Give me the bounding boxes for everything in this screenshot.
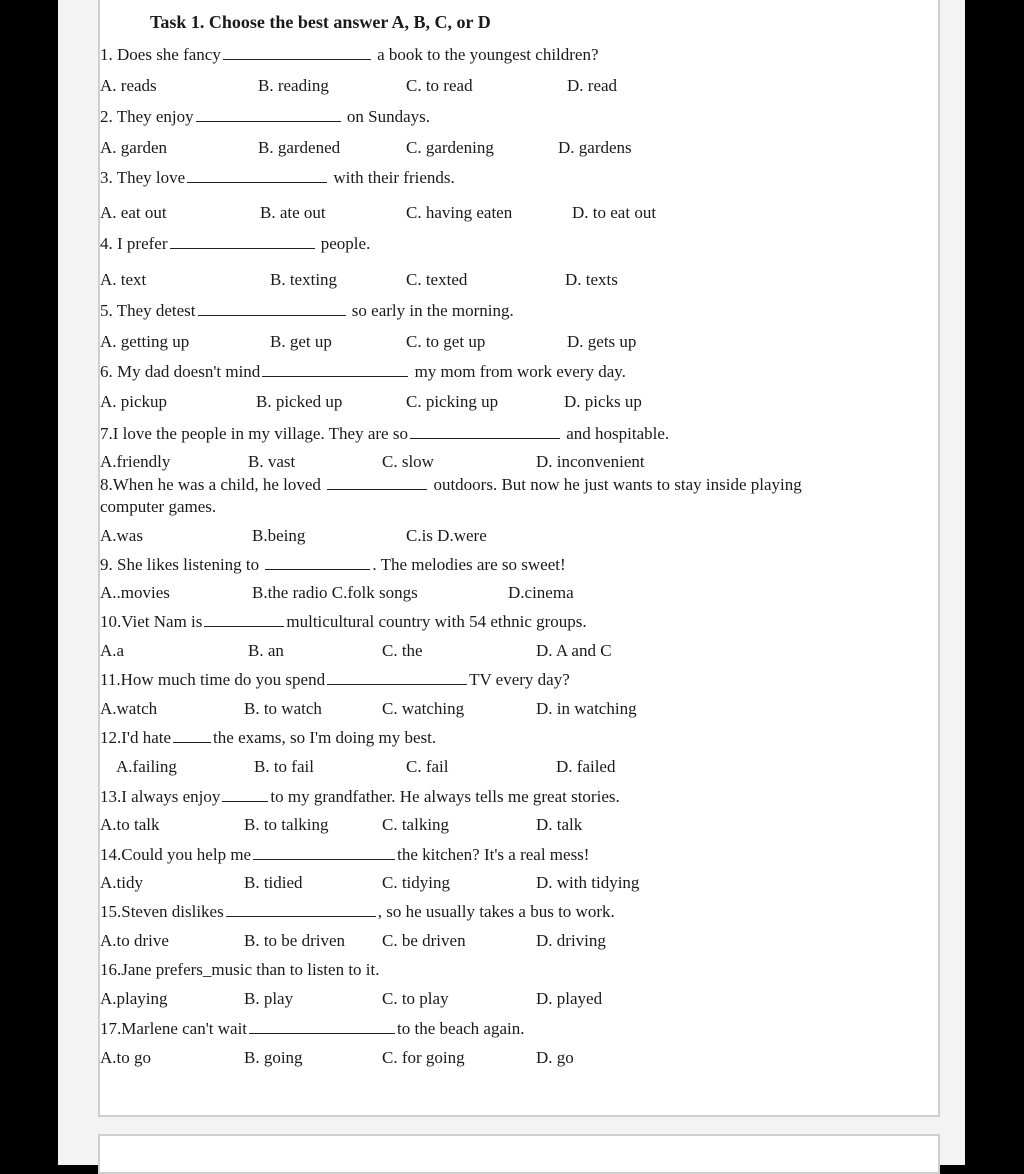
option-a: A. eat out xyxy=(100,203,167,222)
question-stem-end: and hospitable. xyxy=(566,424,670,443)
option-b: B. ate out xyxy=(260,203,326,222)
option-c: C. for going xyxy=(382,1048,465,1067)
option-d: D. to eat out xyxy=(572,203,657,222)
question-stem: 7.I love the people in my village. They are so xyxy=(100,424,408,443)
question-7 xyxy=(100,424,669,444)
option-c: C. tidying xyxy=(382,873,451,892)
question-stem-end: the kitchen? It's a real mess! xyxy=(397,845,590,864)
question-stem-end: with their friends. xyxy=(333,168,455,187)
option-d: D. A and C xyxy=(536,641,612,660)
option-c: C. gardening xyxy=(406,138,494,157)
option-c: C. the xyxy=(382,641,423,660)
option-c: C. picking up xyxy=(406,392,499,411)
option-b: B. to watch xyxy=(244,699,322,718)
option-d: D. gardens xyxy=(558,138,632,157)
option-a: A.tidy xyxy=(100,873,143,892)
question-12 xyxy=(100,728,436,748)
answer-blank xyxy=(170,234,315,249)
option-d: D. picks up xyxy=(564,392,642,411)
option-d: D. inconvenient xyxy=(536,452,645,471)
question-stem-end: to the beach again. xyxy=(397,1019,525,1038)
option-d: D. go xyxy=(536,1048,574,1067)
question-stem-end: outdoors. But now he just wants to stay inside playing xyxy=(433,475,802,494)
option-d: D. played xyxy=(536,989,603,1008)
option-a: A.playing xyxy=(100,989,168,1008)
question-stem: 3. They love xyxy=(100,168,186,187)
option-a: A.to talk xyxy=(100,815,160,834)
option-c: C. to get up xyxy=(406,332,486,351)
question-stem-end: multicultural country with 54 ethnic groups. xyxy=(286,612,587,631)
question-stem-end: people. xyxy=(320,234,371,253)
question-stem-end: TV every day? xyxy=(469,670,570,689)
option-b: B. reading xyxy=(258,76,329,95)
question-5 xyxy=(100,301,514,321)
option-b: B. to talking xyxy=(244,815,329,834)
answer-blank xyxy=(196,107,341,122)
option-b: B. texting xyxy=(270,270,338,289)
option-a: A.failing xyxy=(116,757,177,776)
option-d: D. failed xyxy=(556,757,616,776)
question-stem-end: so early in the morning. xyxy=(351,301,514,320)
option-a: A. reads xyxy=(100,76,157,95)
option-b: B. tidied xyxy=(244,873,303,892)
option-d: D. in watching xyxy=(536,699,637,718)
option-a: A.to drive xyxy=(100,931,169,950)
question-stem: 15.Steven dislikes xyxy=(100,902,224,921)
option-a: A..movies xyxy=(100,583,170,602)
question-stem: 5. They detest xyxy=(100,301,196,320)
option-b-c: B.the radio C.folk songs xyxy=(252,583,418,602)
option-d: D.cinema xyxy=(508,583,574,602)
question-stem-end: on Sundays. xyxy=(346,107,431,126)
option-d: D. talk xyxy=(536,815,583,834)
option-c: C. to play xyxy=(382,989,449,1008)
question-stem: 14.Could you help me xyxy=(100,845,252,864)
answer-blank xyxy=(253,845,395,860)
option-d: D. with tidying xyxy=(536,873,640,892)
option-b: B. picked up xyxy=(256,392,343,411)
answer-blank xyxy=(226,902,376,917)
option-d: D. texts xyxy=(565,270,618,289)
next-page-edge xyxy=(98,1134,940,1174)
question-10 xyxy=(100,612,587,632)
answer-blank xyxy=(327,475,427,490)
question-stem: 17.Marlene can't wait xyxy=(100,1019,248,1038)
option-c: C. talking xyxy=(382,815,450,834)
option-a: A.friendly xyxy=(100,452,171,471)
task-title: Task 1. Choose the best answer A, B, C, or D xyxy=(150,12,491,32)
option-d: D. read xyxy=(567,76,618,95)
answer-blank xyxy=(198,301,346,316)
question-8 xyxy=(100,475,802,495)
answer-blank xyxy=(410,424,560,439)
question-stem: 12.I'd hate xyxy=(100,728,172,747)
option-a: A.watch xyxy=(100,699,158,718)
option-b: B. to fail xyxy=(254,757,314,776)
question-stem: 10.Viet Nam is xyxy=(100,612,203,631)
option-a: A. pickup xyxy=(100,392,168,411)
answer-blank xyxy=(187,168,327,183)
option-b: B. to be driven xyxy=(244,931,346,950)
option-a: A.a xyxy=(100,641,125,660)
answer-blank xyxy=(204,612,284,627)
question-stem-end: the exams, so I'm doing my best. xyxy=(213,728,437,747)
question-stem-end: my mom from work every day. xyxy=(414,362,626,381)
option-b: B. gardened xyxy=(258,138,341,157)
option-c: C. watching xyxy=(382,699,465,718)
option-c: C. slow xyxy=(382,452,434,471)
answer-blank xyxy=(222,787,268,802)
question-stem: 2. They enjoy xyxy=(100,107,194,126)
option-b: B. play xyxy=(244,989,294,1008)
question-stem: 9. She likes listening to xyxy=(100,555,260,574)
answer-blank xyxy=(249,1019,395,1034)
question-stem-end: . The melodies are so sweet! xyxy=(372,555,566,574)
question-16: 16.Jane prefers_music than to listen to it. xyxy=(100,960,380,979)
question-17 xyxy=(100,1019,525,1039)
answer-blank xyxy=(265,555,370,570)
question-stem: 6. My dad doesn't mind xyxy=(100,362,261,381)
option-d: D. gets up xyxy=(567,332,637,351)
worksheet-page xyxy=(98,0,940,1117)
option-a: A. text xyxy=(100,270,147,289)
option-c: C. to read xyxy=(406,76,473,95)
answer-blank xyxy=(327,670,467,685)
option-b: B. get up xyxy=(270,332,332,351)
question-stem-end: to my grandfather. He always tells me great stories. xyxy=(270,787,620,806)
question-8-line-2: computer games. xyxy=(100,497,217,516)
option-d: D. driving xyxy=(536,931,606,950)
question-stem: 8.When he was a child, he loved xyxy=(100,475,321,494)
question-14 xyxy=(100,845,589,865)
option-a: A.to go xyxy=(100,1048,151,1067)
option-b: B.being xyxy=(252,526,306,545)
answer-blank xyxy=(223,45,371,60)
option-b: B. an xyxy=(248,641,284,660)
question-9 xyxy=(100,555,566,575)
option-a: A. garden xyxy=(100,138,168,157)
question-3 xyxy=(100,168,455,188)
question-stem-end: , so he usually takes a bus to work. xyxy=(377,902,615,921)
option-c: C. texted xyxy=(406,270,468,289)
question-4 xyxy=(100,234,370,254)
option-c: C. fail xyxy=(406,757,449,776)
option-c-d: C.is D.were xyxy=(406,526,487,545)
answer-blank xyxy=(262,362,408,377)
option-b: B. going xyxy=(244,1048,303,1067)
question-6 xyxy=(100,362,626,382)
question-1 xyxy=(100,45,599,65)
option-b: B. vast xyxy=(248,452,296,471)
question-stem: 4. I prefer xyxy=(100,234,168,253)
option-c: C. be driven xyxy=(382,931,466,950)
question-15 xyxy=(100,902,615,922)
option-a: A.was xyxy=(100,526,143,545)
question-stem-end: a book to the youngest children? xyxy=(377,45,599,64)
option-a: A. getting up xyxy=(100,332,190,351)
question-stem: 1. Does she fancy xyxy=(100,45,221,64)
question-stem: 13.I always enjoy xyxy=(100,787,221,806)
question-11 xyxy=(100,670,570,690)
question-stem: 11.How much time do you spend xyxy=(100,670,326,689)
question-13 xyxy=(100,787,620,807)
question-2 xyxy=(100,107,430,127)
answer-blank xyxy=(173,728,211,743)
option-c: C. having eaten xyxy=(406,203,513,222)
